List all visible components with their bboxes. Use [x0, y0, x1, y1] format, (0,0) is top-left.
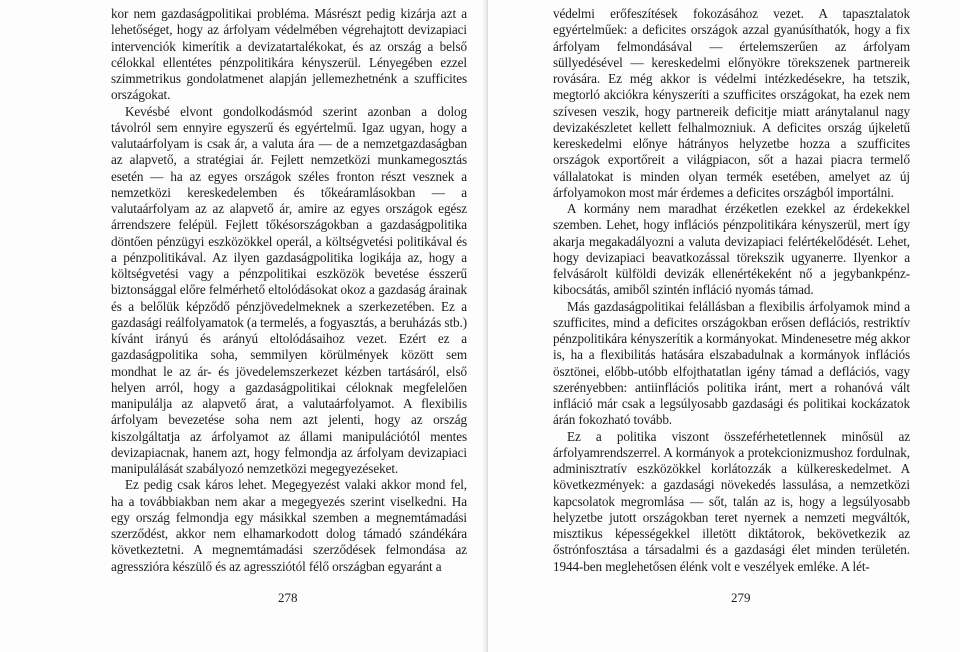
paragraph: Ez pedig csak káros lehet. Megegyezést valaki akkor mond fel, ha a továbbiakban nem akar a megegyezés szerint viselkedni. Ha egy ország felmondja egy másikkal szemben a megnemtámadási szerződést, akkor nem elhamarkodott dolog támadó szándékára következtetni. A megnemtámadási szerződések felmondása az agresszióra készülő és az agressziótól félő országban egyaránt a	[111, 477, 467, 574]
page-number: 279	[731, 590, 751, 605]
paragraph: A kormány nem maradhat érzéketlen ezekkel az érdekekkel szemben. Lehet, hogy inflációs pénzpolitikára kényszerül, mert így akarja megakadályozni a valuta devizapiaci felértékelődését. Lehet, hogy devizapiaci beavatkozással törekszik ugyanerre. Ilyenkor a felvásárolt külföldi devizák ellenértékeként nő a jegybankpénz-kibocsátás, amiből szintén infláció nyomás támad.	[553, 201, 910, 298]
paragraph: Más gazdaságpolitikai felállásban a flexibilis árfolyamok mind a szufficites, mind a deficites országokban erősen deflációs, restriktív pénzpolitikára kényszerítik a kormányokat. Mindenesetre még akkor is, ha a flexibilitás hatására elszabadulnak a kormányok inflációs ösztönei, előbb-utóbb elfojthatatlan igény támad a deflációs, vagy szerényebben: antiinflációs politika iránt, mert a rohanóvá vált infláció már csak a legsúlyosabb gazdasági és politikai kockázatok árán fokozható tovább.	[553, 298, 910, 428]
paragraph: Ez a politika viszont összeférhetetlennek minősül az árfolyamrendszerrel. A kormányok a protekcionizmushoz fordulnak, adminisztratív eszközökkel korlátozzák a külkereskedelmet. A következmények: a gazdasági növekedés lassulása, a nemzetközi kapcsolatok megromlása — sőt, talán az is, hogy a legsúlyosabb helyzetbe jutott országokban teret nyernek a nemzeti megváltók, misztikus képességekkel illetött diktátorok, bekövetkezik az őstrónfosztása a társadalmi és a gazdasági élet minden területén. 1944-ben meglehetősen élénk volt e veszélyek emléke. A lét-	[553, 428, 910, 574]
right-page	[488, 0, 960, 652]
paragraph: Kevésbé elvont gondolkodásmód szerint azonban a dolog távolról sem ennyire egyszerű és egyértelmű. Igaz ugyan, hogy a valutaárfolyam is csak ár, a valuta ára — de a nemzetgazdaságban az alapvető, a stratégiai ár. Fejlett nemzetközi munkamegosztás esetén — ha az egyes országok széles fronton részt vesznek a nemzetközi kereskedelemben és tőkeáramlásokban — a valutaárfolyam az az alapvető ár, amire az egyes országok egész árrendszere felépül. Fejlett tőkésországokban a gazdaságpolitika döntően pénzügyi eszközökkel operál, a költségvetési politikával és a pénzpolitikával. Az ilyen gazdaságpolitika logikája az, hogy a költségvetési vagy a pénzpolitikai eszközök bevetése ésszerű biztonsággal előre felmérhető eltolódásokat okoz a gazdaság árainak és a belőlük képződő pénzjövedelmeknek a szerkezetében. Ez a gazdasági reálfolyamatok (a termelés, a fogyasztás, a beruházás stb.) kívánt irányú és arányú eltolódásaihoz vezet. Ezért ez a gazdaságpolitika soha, semmilyen körülmények között sem mondhat le az ár- és jövedelemszerkezet kézben tartásáról, első helyen arról, hogy a gazdaságpolitikai céloknak megfelelően manipulálja az alapvető árat, a valutaárfolyamot. A flexibilis árfolyam bevezetése soha nem azt jelenti, hogy az ország kiszolgáltatja az árfolyamot az állami manipulációtól mentes devizapiacnak, hanem azt, hogy felmondja az árfolyam devizapiaci manipulálását szabályozó nemzetközi megegyezéseket.	[111, 103, 467, 476]
paragraph: védelmi erőfeszítések fokozásához vezet. A tapasztalatok egyértelműek: a deficites országok azzal gyanúsíthatók, hogy a fix árfolyam felmondásával — értelemszerűen az árfolyam süllyedésével — kereskedelmi előnyökre törekszenek partnereik rovására. Ez még akkor is védelmi intézkedésekre, ha tetszik, megtorló akciókra kényszeríti a szufficites országokat, ha ezek nem szívesen veszik, hogy partnereik deficitje miatt aránytalanul nagy devizakészletet kellett felhalmozniuk. A deficites ország újkeletű kereskedelmi előnye hátrányos helyzetbe hozza a szufficites országok exportőreit a világpiacon, sőt a hazai piacra termelő vállalatokat is minden olyan termék esetében, amelyet az új árfolyamokon most már érdemes a deficites országból importálni.	[553, 6, 910, 200]
right-page-text	[553, 6, 910, 575]
left-page-text	[111, 6, 467, 575]
paragraph: kor nem gazdaságpolitikai probléma. Másrészt pedig kizárja azt a lehetőséget, hogy az árfolyam védelmében végrehajtott devizapiaci intervenciók kimerítik a devizatartalékokat, és az ország a belső célokkal ellentétes pénzpolitikára kényszerül. Lényegében ezzel szimmetrikus gondolatmenet alapján jellemezhetnénk a szufficites országokat.	[111, 6, 467, 103]
page-number: 278	[278, 590, 298, 605]
